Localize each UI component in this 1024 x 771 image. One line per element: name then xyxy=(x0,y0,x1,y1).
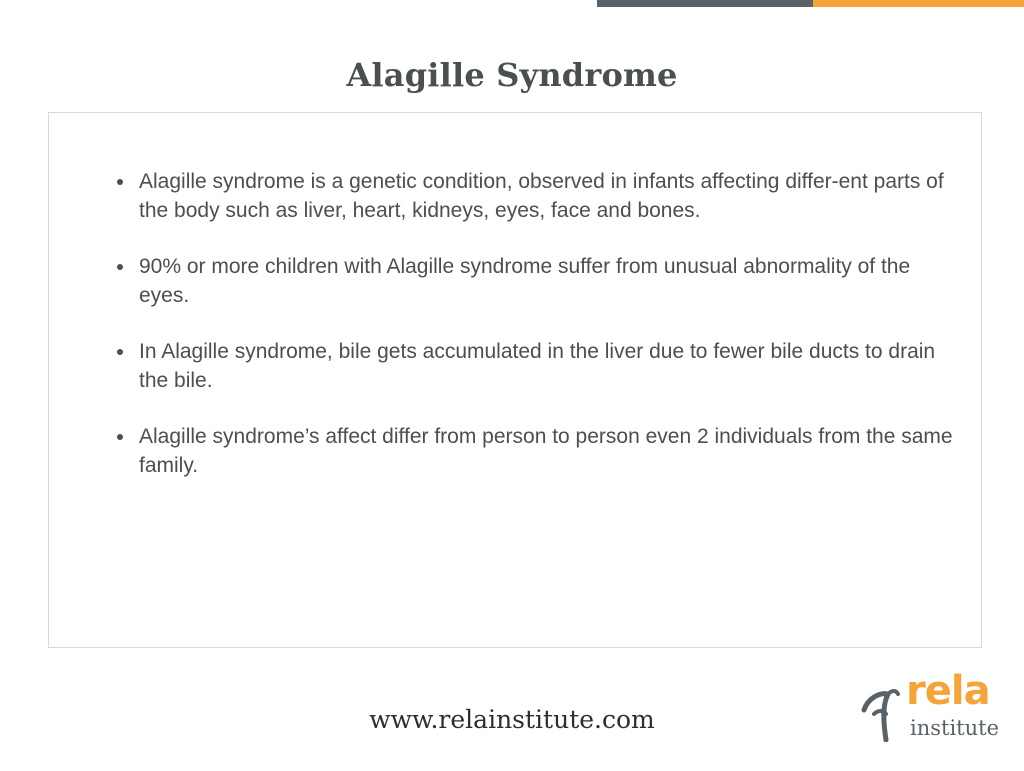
logo-word: rela xyxy=(906,668,990,714)
bullet-text: Alagille syndrome’s affect differ from person to person even 2 individuals from the same family. xyxy=(139,425,953,477)
slide-title: Alagille Syndrome xyxy=(346,56,678,94)
bullet-dot xyxy=(117,349,123,355)
bullet-text: Alagille syndrome is a genetic condition, observed in infants affecting differ-ent parts of the body such as liver, heart, kidneys, eyes, face and bones. xyxy=(139,170,944,222)
bullet-item xyxy=(115,422,955,480)
bullet-text: 90% or more children with Alagille syndrome suffer from unusual abnormality of the eyes. xyxy=(139,255,911,307)
bullet-list xyxy=(115,167,955,507)
bullet-dot xyxy=(117,434,123,440)
rela-figure-icon xyxy=(858,680,906,742)
bullet-dot xyxy=(117,179,123,185)
logo-subtitle: institute xyxy=(910,716,1000,740)
bullet-item xyxy=(115,167,955,225)
bullet-item xyxy=(115,252,955,310)
top-bar-dark xyxy=(597,0,813,7)
footer-url[interactable]: www.relainstitute.com xyxy=(369,705,655,734)
bullet-text: In Alagille syndrome, bile gets accumulated in the liver due to fewer bile ducts to drain the bile. xyxy=(139,340,936,392)
bullet-dot xyxy=(117,264,123,270)
content-box xyxy=(48,112,982,648)
top-bar-accent xyxy=(813,0,1024,7)
bullet-item xyxy=(115,337,955,395)
rela-logo xyxy=(858,668,1000,746)
